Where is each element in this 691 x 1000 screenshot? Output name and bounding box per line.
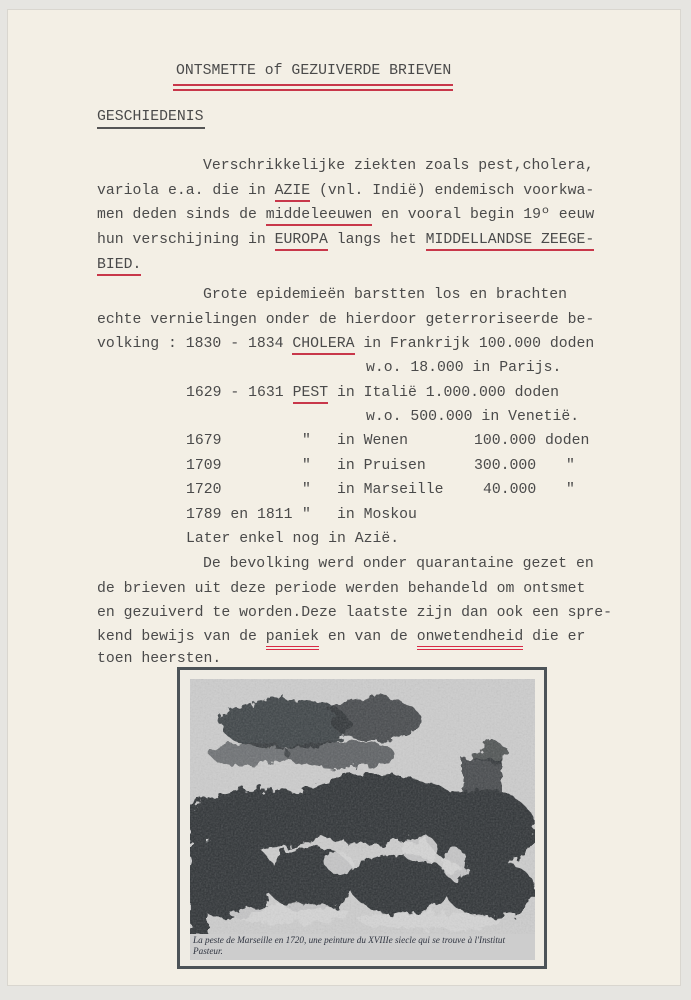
paragraph-3-line-5: toen heersten. <box>97 651 222 667</box>
row-place: in Moskou <box>337 507 417 523</box>
text: volking : 1830 - 1834 <box>97 336 293 352</box>
plague-painting-drawing <box>190 679 535 934</box>
paragraph-1-line-2 <box>97 182 594 200</box>
row-unit: " <box>566 458 575 474</box>
underlined-cholera: CHOLERA <box>292 336 354 355</box>
text: kend bewijs van de <box>97 629 266 645</box>
row-unit: doden <box>545 433 590 449</box>
underlined-pest: PEST <box>293 385 329 404</box>
title-underline-red-second <box>173 89 453 91</box>
paragraph-3-line-2: de brieven uit deze periode werden behandeld om ontsmet <box>97 581 586 597</box>
plague-painting-image <box>190 679 535 934</box>
row-unit: " <box>566 482 575 498</box>
paragraph-1-line-1: Verschrikkelijke ziekten zoals pest,cholera, <box>203 158 594 174</box>
underlined-middellandse-zeegebied: MIDDELLANDSE ZEEGE- <box>426 232 595 251</box>
text: langs het <box>327 232 426 248</box>
title-underline-red <box>173 84 453 86</box>
underlined-paniek: paniek <box>266 629 319 650</box>
paragraph-3-line-3: en gezuiverd te worden.Deze laatste zijn dan ook een spre- <box>97 605 613 621</box>
paragraph-3-line-4 <box>97 628 585 646</box>
underlined-onwetendheid: onwetendheid <box>417 629 524 650</box>
row-deaths: 300.000 <box>474 458 537 474</box>
text: in Frankrijk 100.000 doden <box>354 336 595 352</box>
paragraph-2-line-5 <box>186 384 559 402</box>
row-year: 1720 <box>186 482 222 498</box>
text: hun verschijning in <box>97 232 275 248</box>
paragraph-1-line-5 <box>97 256 141 274</box>
text: 1629 - 1631 <box>186 385 293 401</box>
row-place: in Marseille <box>337 482 444 498</box>
paragraph-2-line-4: w.o. 18.000 in Parijs. <box>366 360 562 376</box>
section-heading: GESCHIEDENIS <box>97 109 204 125</box>
later-line: Later enkel nog in Azië. <box>186 531 400 547</box>
paragraph-2-line-6: w.o. 500.000 in Venetië. <box>366 409 580 425</box>
text: variola e.a. die in <box>97 183 275 199</box>
row-deaths: 100.000 <box>474 433 537 449</box>
underlined-europa: EUROPA <box>275 232 328 251</box>
document-title: ONTSMETTE of GEZUIVERDE BRIEVEN <box>176 63 452 79</box>
text: die er <box>523 629 586 645</box>
row-deaths: 40.000 <box>483 482 537 498</box>
underlined-middeleeuwen: middeleeuwen <box>266 207 373 226</box>
text: men deden sinds de <box>97 207 266 223</box>
paragraph-2-line-1: Grote epidemieën barstten los en brachten <box>203 287 568 303</box>
row-ditto: " <box>302 507 311 523</box>
paragraph-3-line-1: De bevolking werd onder quarantaine gezet en <box>203 556 594 572</box>
paragraph-1-line-3 <box>97 206 594 224</box>
row-year: 1789 en 1811 <box>186 507 293 523</box>
underlined-azie: AZIE <box>275 183 311 202</box>
text: en van de <box>319 629 417 645</box>
text: (vnl. Indië) endemisch voorkwa- <box>310 183 595 199</box>
row-place: in Pruisen <box>337 458 426 474</box>
underlined-bied: BIED. <box>97 257 141 276</box>
illustration-frame <box>177 667 547 969</box>
row-place: in Wenen <box>337 433 409 449</box>
row-year: 1709 <box>186 458 222 474</box>
illustration-caption-strip <box>190 934 535 960</box>
row-year: 1679 <box>186 433 222 449</box>
row-ditto: " <box>302 433 311 449</box>
row-ditto: " <box>302 458 311 474</box>
section-heading-underline <box>97 127 205 129</box>
paragraph-2-line-2: echte vernielingen onder de hierdoor geterroriseerde be- <box>97 312 595 328</box>
illustration-caption: La peste de Marseille en 1720, une peinture du XVIIIe siecle qui se trouve à l'Institut Pasteur. <box>193 935 506 956</box>
row-ditto: " <box>302 482 311 498</box>
text: in Italië 1.000.000 doden <box>328 385 559 401</box>
paragraph-1-line-4 <box>97 231 594 249</box>
paragraph-2-line-3 <box>97 335 594 353</box>
text: en vooral begin 19º eeuw <box>372 207 595 223</box>
